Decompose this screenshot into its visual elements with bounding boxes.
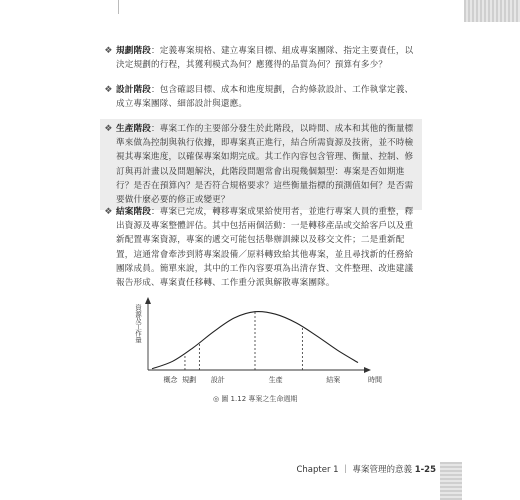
phase-body: 定義專案規格、建立專案目標、組成專案團隊、指定主要責任，以決定規劃的行程，其獲利模式為何？應獲得的品質為何？預算有多少？ xyxy=(116,46,414,71)
x-axis-label: 時間 xyxy=(368,376,382,384)
x-axis-arrow-icon xyxy=(364,367,371,373)
page-number: 1-25 xyxy=(414,465,436,475)
phase-separator: ： xyxy=(150,46,160,56)
phase-production xyxy=(104,122,416,207)
phase-label-2: 規劃 xyxy=(182,376,197,384)
phase-title: 結案階段 xyxy=(116,207,151,217)
figure-caption: ◎ 圖 1.12 專案之生命週期 xyxy=(213,395,298,403)
diamond-bullet-icon: ❖ xyxy=(104,85,113,95)
page-edge-tab-top xyxy=(464,0,520,22)
phase-label-5: 結案 xyxy=(326,376,341,384)
y-axis-label: 資源及工作量 xyxy=(134,304,142,343)
crop-mark-top-left xyxy=(118,0,119,14)
page-edge-tab-bottom xyxy=(440,462,462,500)
diamond-bullet-icon: ❖ xyxy=(104,207,113,217)
y-axis-arrow-icon xyxy=(145,297,151,304)
phase-separator: ： xyxy=(150,85,160,95)
phase-separator: ： xyxy=(150,207,160,217)
footer-separator: ｜ xyxy=(341,465,350,475)
phase-closing xyxy=(104,205,416,290)
phase-body: 專案工作的主要部分發生於此階段，以時間、成本和其他的衡量標準來做為控制與執行依據，即專案真正進行，結合所需資源及技術，並不時檢視其專案進度，以確保專案如期完成。其工作內容包含管理、衡量、控制、修訂與再計畫以及問題解決，此階段問題常會出現幾個類型：專案是否如期進行？是否在預算內？是否符合規格要求？這些衡量指標的預測值如何？是否需要做什麼必要的修正或變更？ xyxy=(116,124,414,206)
phase-label-1: 概念 xyxy=(163,376,178,384)
phase-title: 設計階段 xyxy=(116,85,151,95)
phase-design xyxy=(104,83,416,111)
project-lifecycle-chart xyxy=(130,296,390,388)
phase-body: 專案已完成，轉移專案成果給使用者，並進行專案人員的重整，釋出資源及專案整體評估。其中包括兩個活動：一是轉移產品或交給客戶以及重新配置專案資源，專案的遞交可能包括舉辦訓練以及移交文件；二是重新配置，這通常會牽涉到將專案設備／原料轉致給其他專案，並且尋找新的任務給團隊成員。簡單來說，其中的工作內容要項為出清存貨、文件整理、改進建議報告形成、專案責任移轉、工作重分派與解散專案團隊。 xyxy=(116,207,414,289)
phase-title: 規劃階段 xyxy=(116,46,151,56)
phase-body: 包含確認目標、成本和進度規劃，合約條款設計、工作執掌定義、成立專案團隊、細部設計與還應。 xyxy=(116,85,414,110)
page-footer xyxy=(296,463,436,475)
phase-separator: ： xyxy=(150,124,160,134)
diamond-bullet-icon: ❖ xyxy=(104,124,113,134)
phase-label-4: 生產 xyxy=(268,376,283,384)
footer-section: 專案管理的意義 xyxy=(352,465,413,475)
phase-label-3: 設計 xyxy=(210,376,225,384)
diamond-bullet-icon: ❖ xyxy=(104,46,113,56)
phase-title: 生產階段 xyxy=(116,124,151,134)
phase-planning xyxy=(104,44,416,72)
footer-chapter: Chapter 1 xyxy=(296,465,339,475)
